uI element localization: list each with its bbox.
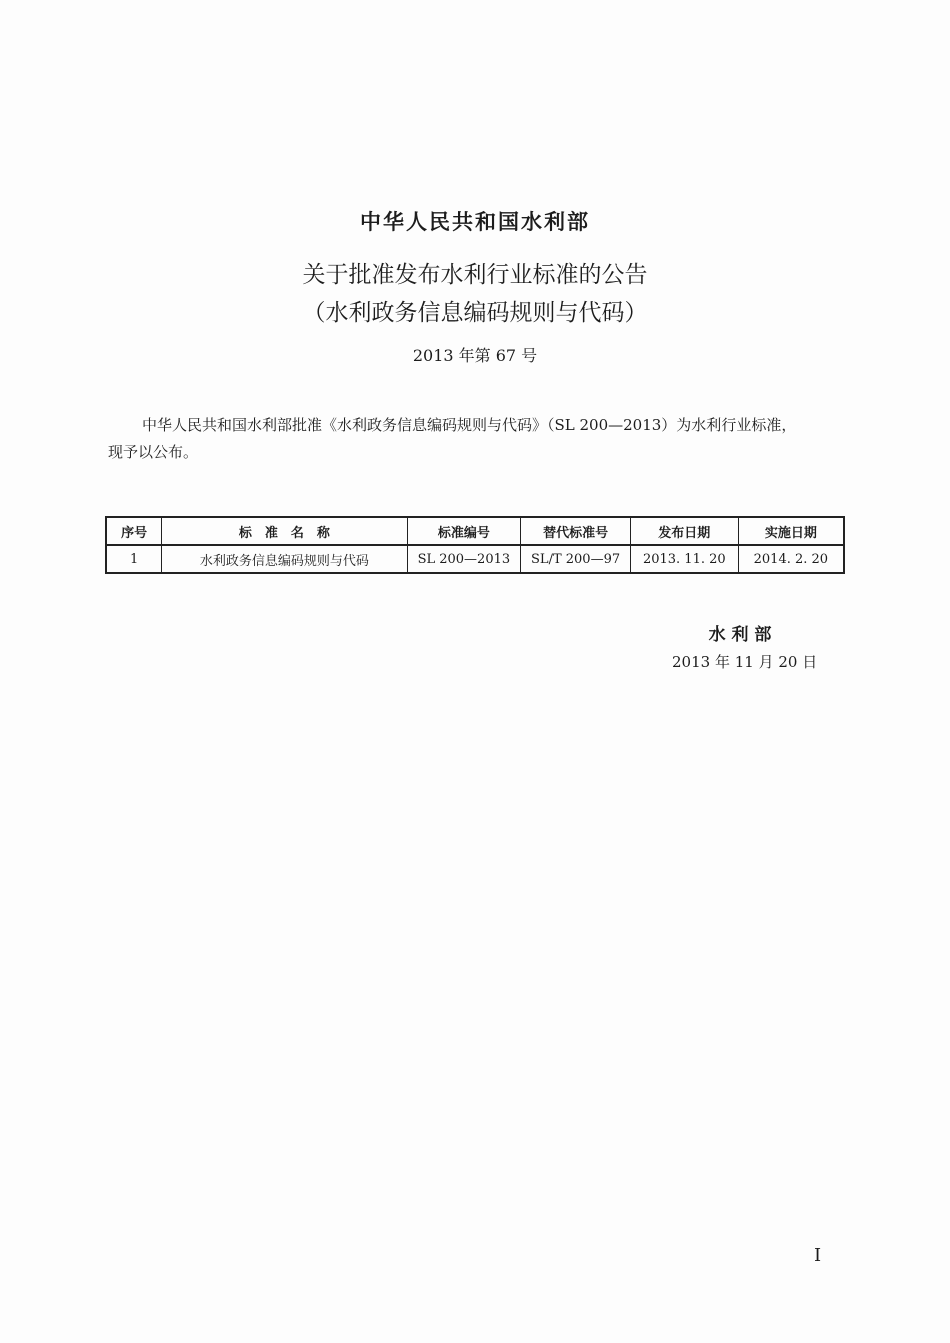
announcement-paragraph-line1: 中华人民共和国水利部批准《水利政务信息编码规则与代码》（SL 200—2013）为水利行业标准， — [142, 416, 797, 434]
announcement-title: 关于批准发布水利行业标准的公告 — [302, 262, 648, 288]
cell-release-date: 2013. 11. 20 — [630, 545, 738, 573]
table-row — [106, 545, 844, 573]
cell-standard-name: 水利政务信息编码规则与代码 — [162, 545, 407, 573]
document-number: 2013 年第 67 号 — [412, 346, 538, 365]
header-standard-name: 标 准 名 称 — [162, 517, 407, 545]
issuer-signature: 水 利 部 — [708, 625, 772, 645]
header-effective-date: 实施日期 — [738, 517, 844, 545]
organization-heading: 中华人民共和国水利部 — [360, 210, 590, 234]
cell-effective-date: 2014. 2. 20 — [738, 545, 844, 573]
header-replaced-standard: 替代标准号 — [521, 517, 631, 545]
page-number: I — [814, 1245, 822, 1266]
cell-standard-number: SL 200—2013 — [407, 545, 521, 573]
header-release-date: 发布日期 — [630, 517, 738, 545]
cell-replaced-standard: SL/T 200—97 — [521, 545, 631, 573]
cell-seq: 1 — [106, 545, 162, 573]
header-standard-number: 标准编号 — [407, 517, 521, 545]
announcement-paragraph-line2: 现予以公布。 — [108, 443, 199, 461]
table-header-row — [106, 517, 844, 545]
announcement-subtitle: （水利政务信息编码规则与代码） — [302, 300, 648, 326]
standards-table — [105, 516, 845, 574]
header-seq: 序号 — [106, 517, 162, 545]
issue-date: 2013 年 11 月 20 日 — [672, 653, 818, 671]
